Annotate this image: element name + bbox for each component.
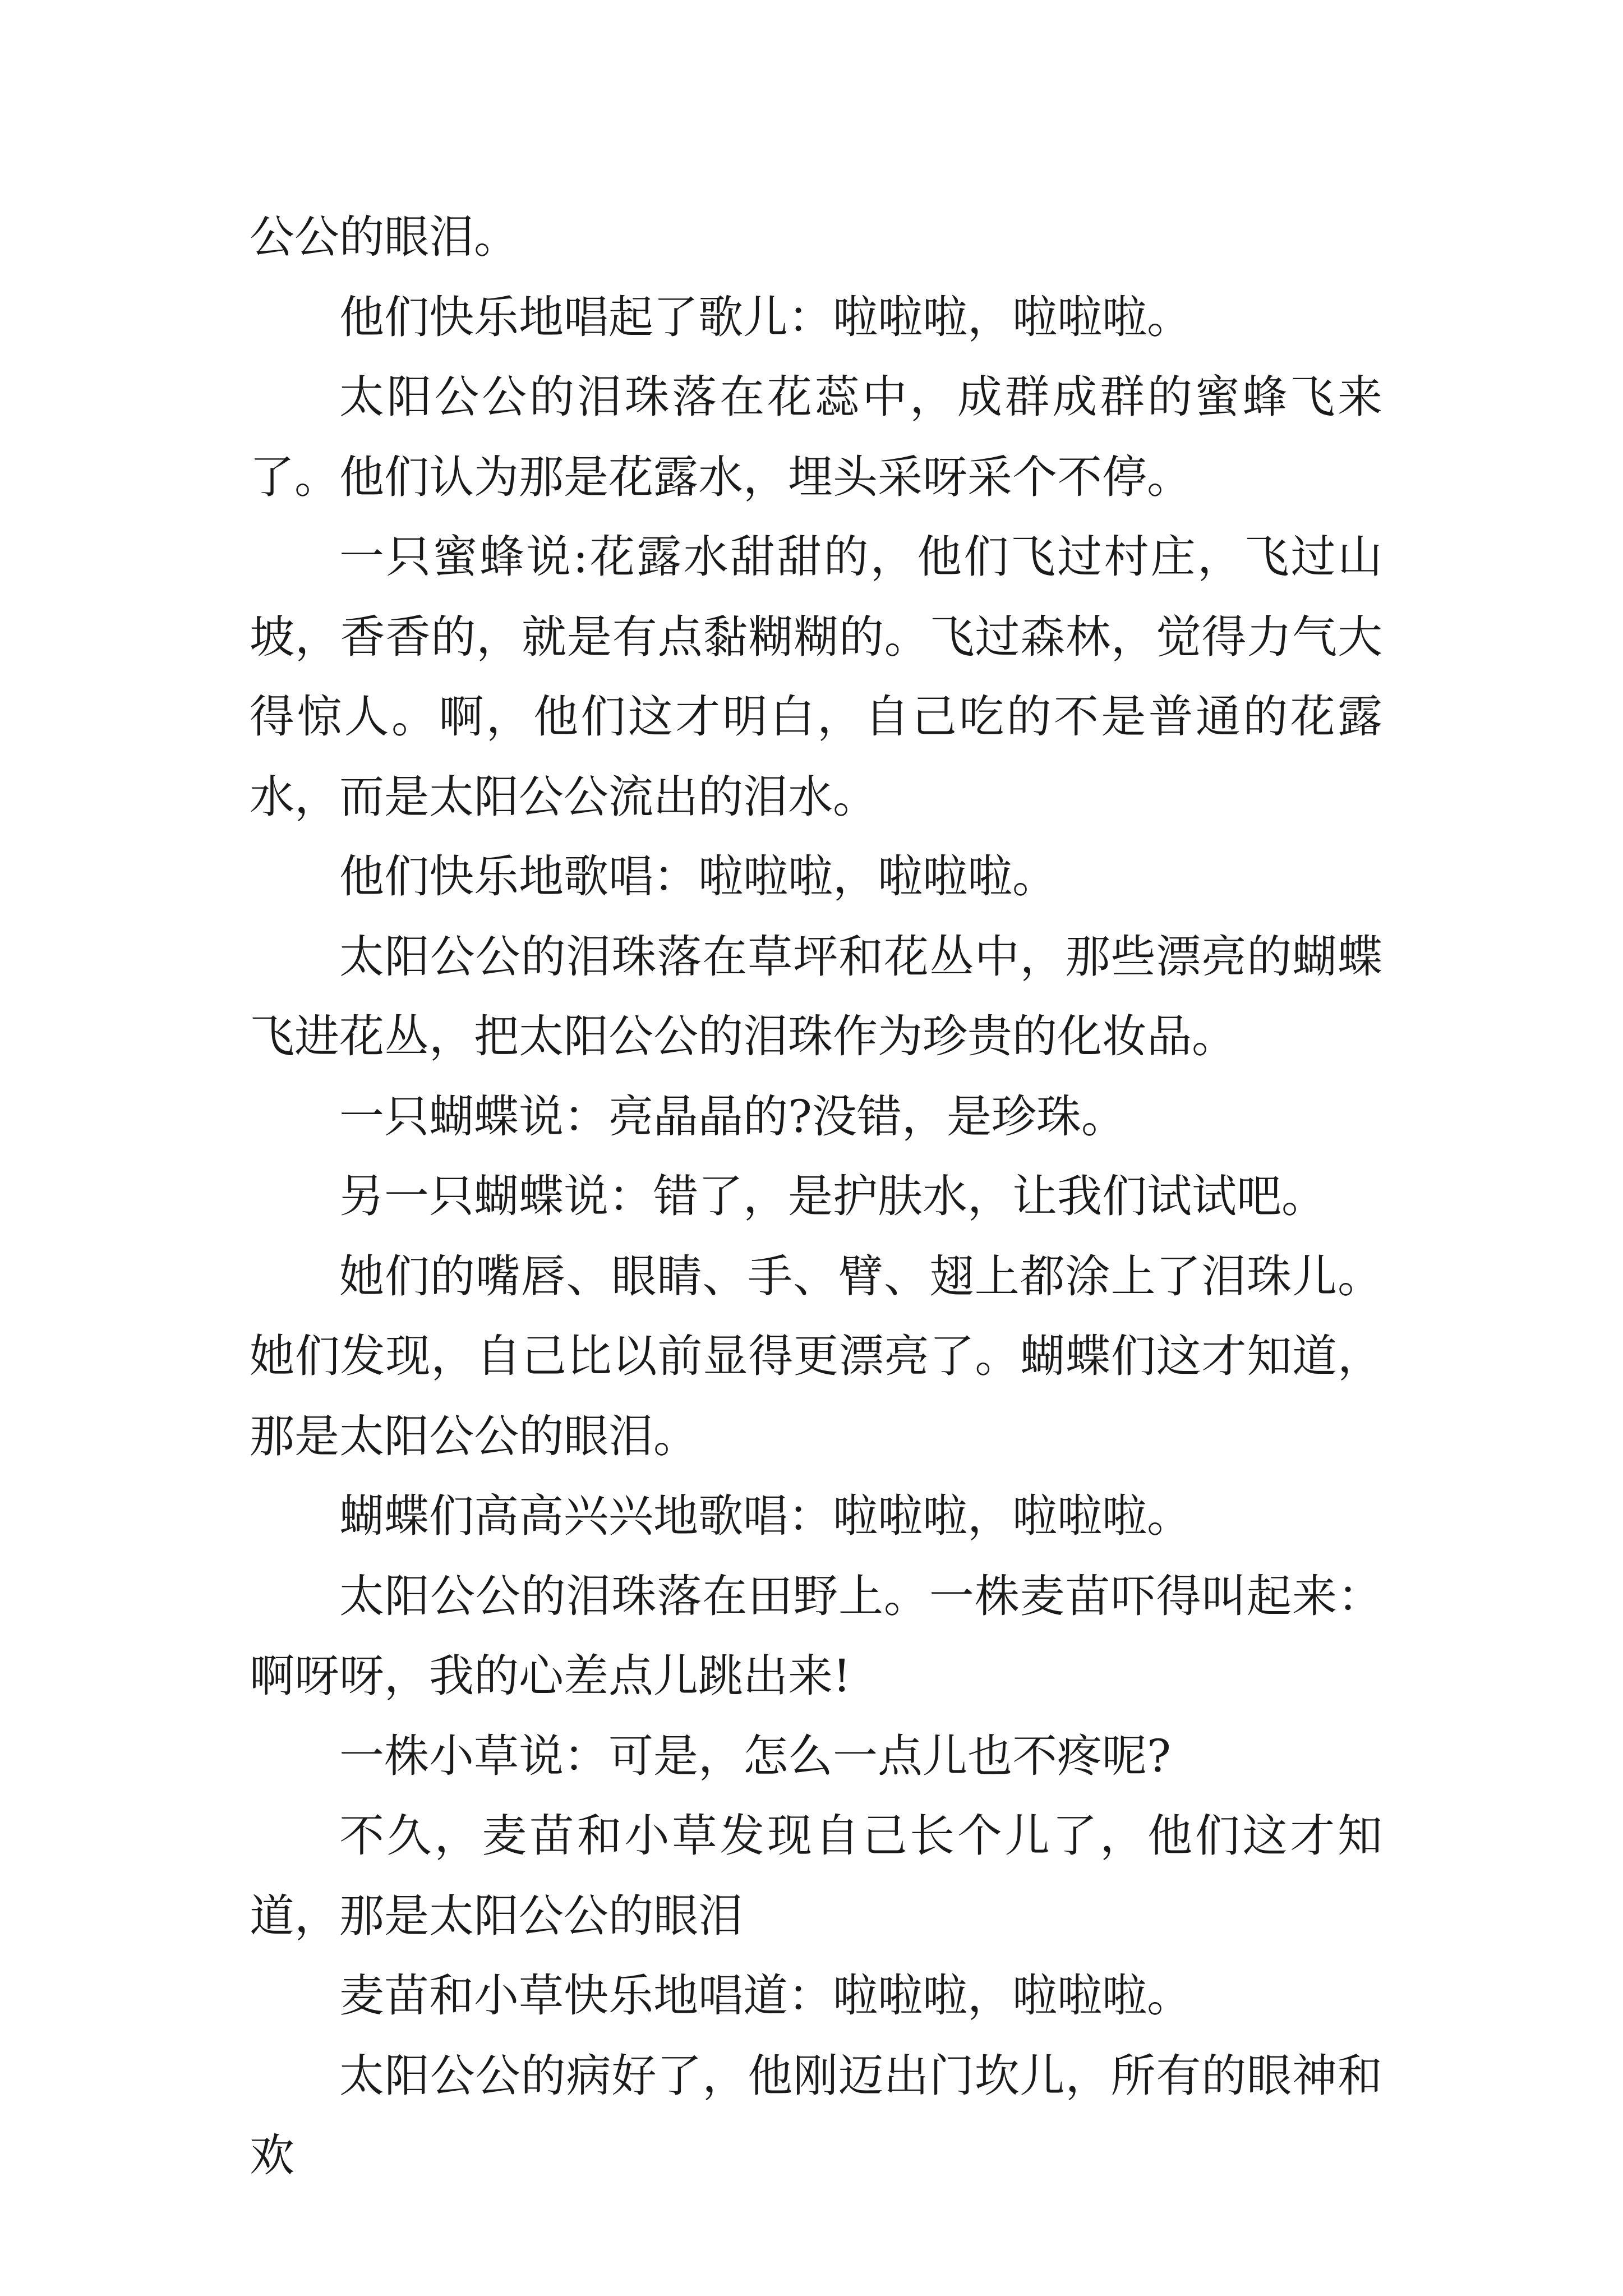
paragraph-13: 不久，麦苗和小草发现自己长个儿了，他们这才知道，那是太阳公公的眼泪 — [250, 1810, 1382, 1942]
paragraph-10: 蝴蝶们高高兴兴地歌唱：啦啦啦，啦啦啦。 — [339, 1490, 1192, 1542]
paragraph-9: 她们的嘴唇、眼睛、手、臂、翅上都涂上了泪珠儿。她们发现，自己比以前显得更漂亮了。蝴蝶们这才知道，那是太阳公公的眼泪。 — [250, 1250, 1382, 1462]
paragraph-4: 一只蜜蜂说:花露水甜甜的，他们飞过村庄，飞过山坡，香香的，就是有点黏糊糊的。飞过森林，觉得力气大得惊人。啊，他们这才明白，自己吃的不是普通的花露水，而是太阳公公流出的泪水。 — [250, 531, 1382, 823]
paragraph-1: 公公的眼泪。 — [250, 211, 519, 263]
paragraph-11: 太阳公公的泪珠落在田野上。一株麦苗吓得叫起来：啊呀呀，我的心差点儿跳出来! — [250, 1570, 1382, 1702]
paragraph-7: 一只蝴蝶说：亮晶晶的?没错，是珍珠。 — [339, 1090, 1126, 1143]
paragraph-2: 他们快乐地唱起了歌儿：啦啦啦，啦啦啦。 — [339, 291, 1192, 343]
story-text — [250, 197, 1382, 2196]
paragraph-5: 他们快乐地歌唱：啦啦啦，啦啦啦。 — [339, 850, 1057, 903]
paragraph-6: 太阳公公的泪珠落在草坪和花丛中，那些漂亮的蝴蝶飞进花丛，把太阳公公的泪珠作为珍贵的化妆品。 — [250, 930, 1382, 1062]
paragraph-12: 一株小草说：可是，怎么一点儿也不疼呢? — [339, 1729, 1171, 1782]
paragraph-14: 麦苗和小草快乐地唱道：啦啦啦，啦啦啦。 — [339, 1970, 1192, 2022]
paragraph-3: 太阳公公的泪珠落在花蕊中，成群成群的蜜蜂飞来了。他们认为那是花露水，埋头采呀采个不停。 — [250, 371, 1382, 503]
paragraph-15: 太阳公公的病好了，他刚迈出门坎儿，所有的眼神和欢 — [250, 2049, 1382, 2182]
paragraph-8: 另一只蝴蝶说：错了，是护肤水，让我们试试吧。 — [339, 1170, 1326, 1222]
